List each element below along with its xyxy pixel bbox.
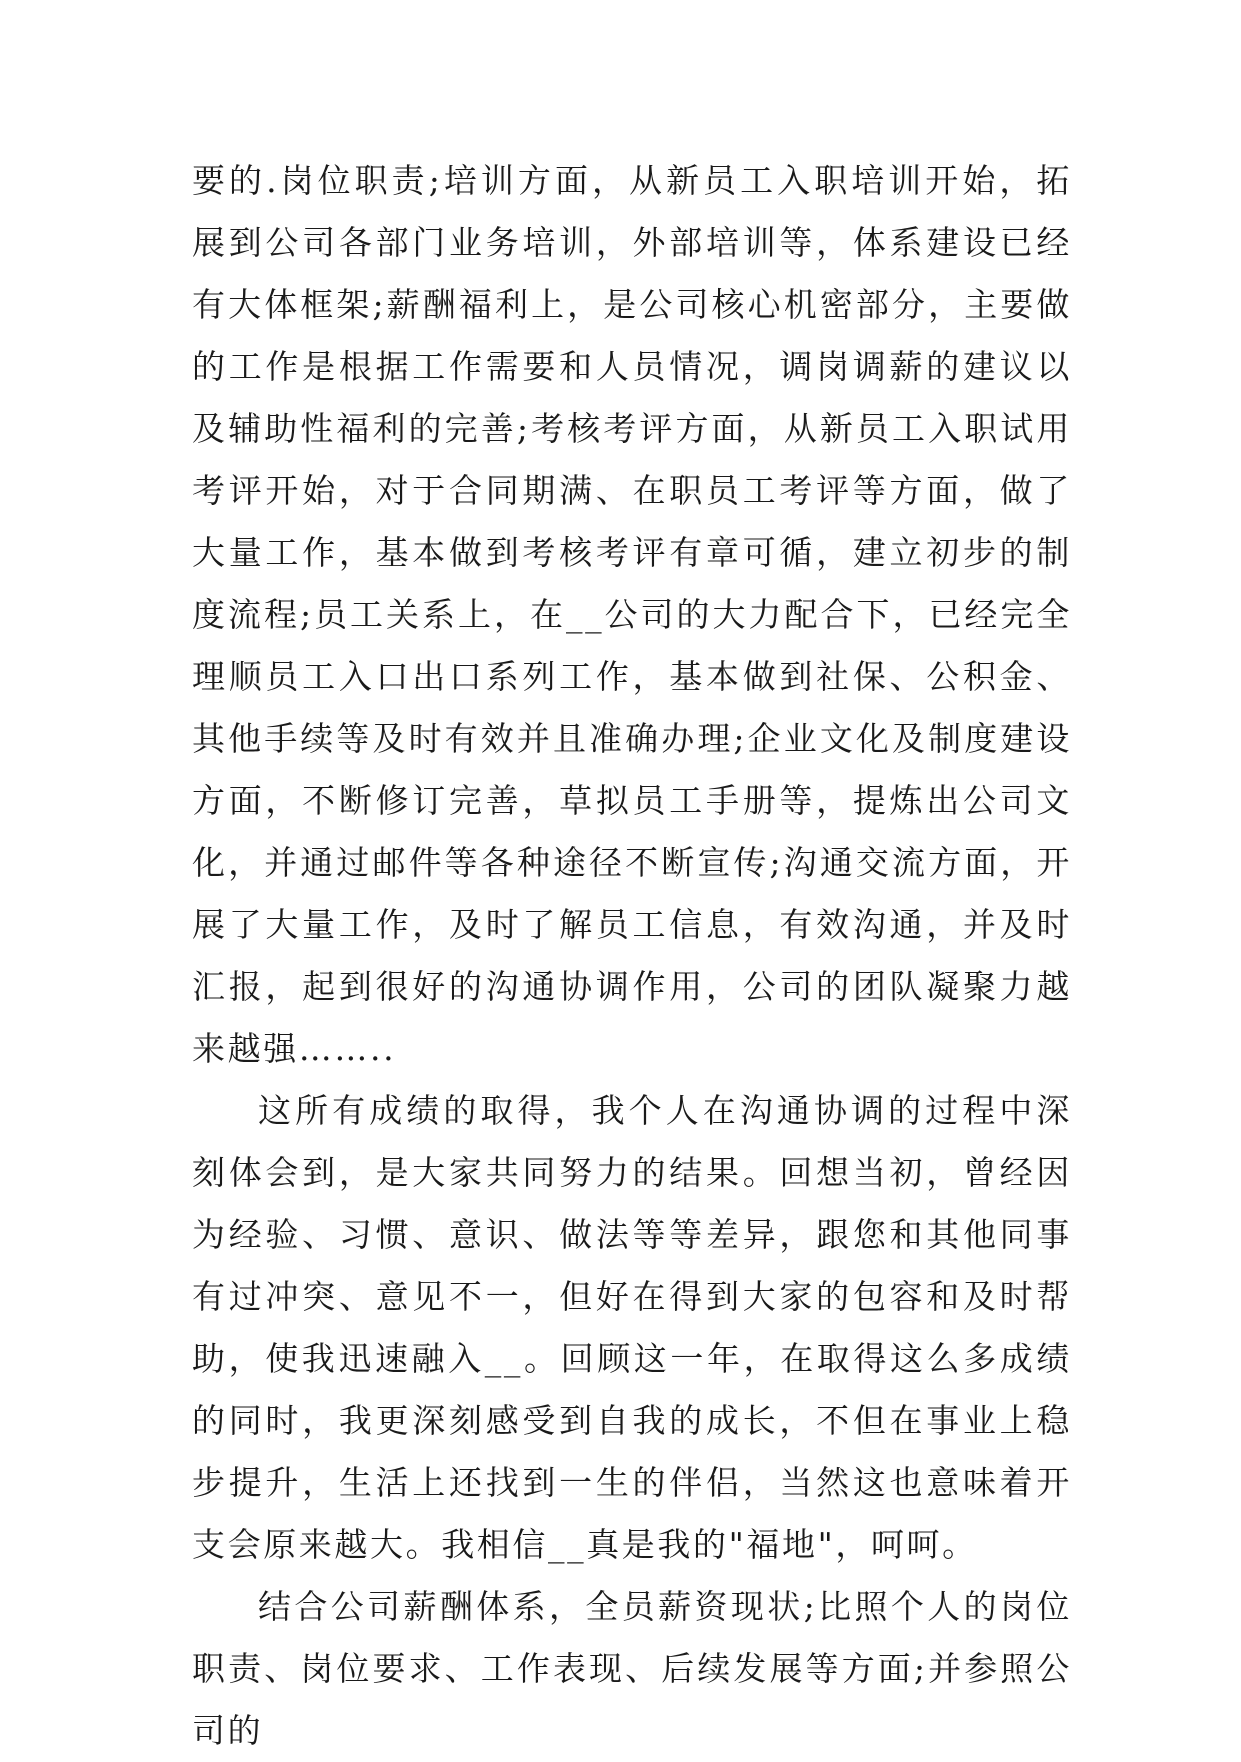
paragraph-3: 结合公司薪酬体系，全员薪资现状;比照个人的岗位职责、岗位要求、工作表现、后续发展等方面;并参照公司的 xyxy=(192,1587,1072,1750)
paragraph-1: 要的.岗位职责;培训方面，从新员工入职培训开始，拓展到公司各部门业务培训，外部培训等，体系建设已经有大体框架;薪酬福利上，是公司核心机密部分，主要做的工作是根据工作需要和人员情况，调岗调薪的建议以及辅助性福利的完善;考核考评方面，从新员工入职试用考评开始，对于合同期满、在职员工考评等方面，做了大量工作，基本做到考核考评有章可循，建立初步的制度流程;员工关系上，在__公司的大力配合下，已经完全理顺员工入口出口系列工作，基本做到社保、公积金、其他手续等及时有效并且准确办理;企业文化及制度建设方面，不断修订完善，草拟员工手册等，提炼出公司文化，并通过邮件等各种途径不断宣传;沟通交流方面，开展了大量工作，及时了解员工信息，有效沟通，并及时汇报，起到很好的沟通协调作用，公司的团队凝聚力越来越强…….. xyxy=(192,161,1072,1068)
document-body xyxy=(192,150,1072,1762)
paragraph-2: 这所有成绩的取得，我个人在沟通协调的过程中深刻体会到，是大家共同努力的结果。回想当初，曾经因为经验、习惯、意识、做法等等差异，跟您和其他同事有过冲突、意见不一，但好在得到大家的包容和及时帮助，使我迅速融入__。回顾这一年，在取得这么多成绩的同时，我更深刻感受到自我的成长，不但在事业上稳步提升，生活上还找到一生的伴侣，当然这也意味着开支会原来越大。我相信__真是我的"福地"，呵呵。 xyxy=(192,1091,1072,1564)
